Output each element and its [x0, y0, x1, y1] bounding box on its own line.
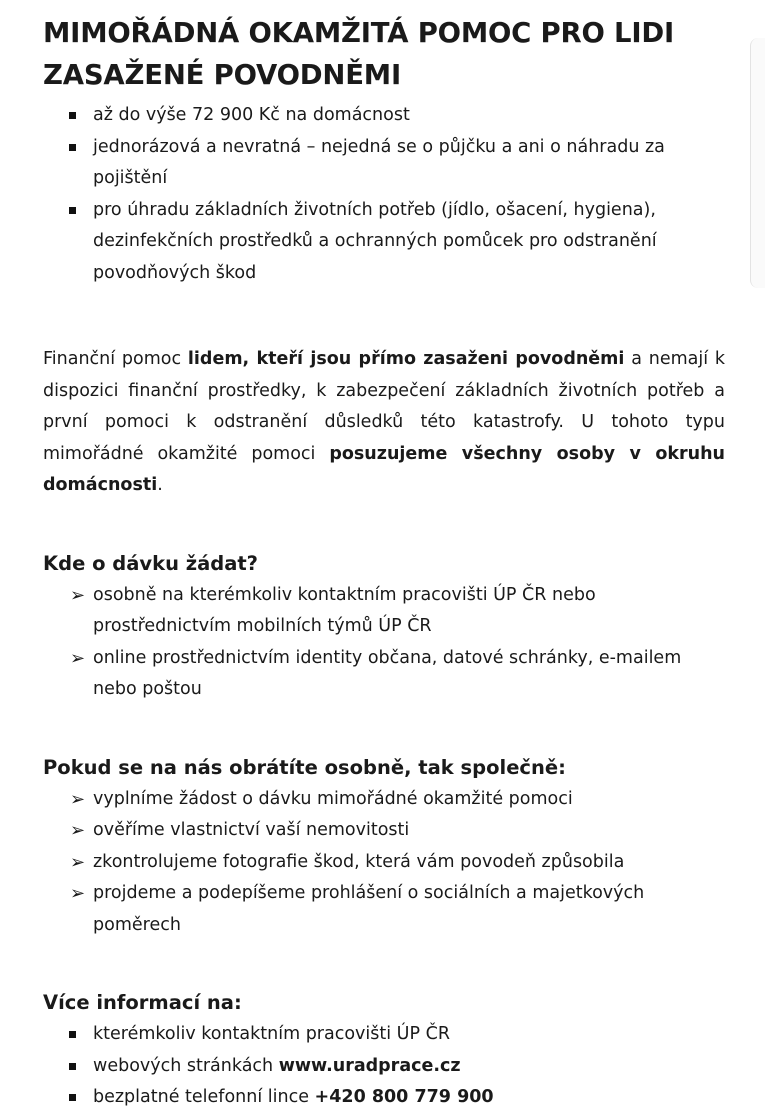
website-link[interactable]: www.uradprace.cz — [278, 1055, 461, 1076]
list-item: ➢ zkontrolujeme fotografie škod, která vám povodeň způsobila — [43, 847, 725, 879]
square-bullet-icon — [69, 1094, 76, 1101]
arrow-bullet-icon: ➢ — [70, 883, 86, 904]
list-item: až do výše 72 900 Kč na domácnost — [43, 100, 725, 132]
square-bullet-icon — [69, 144, 76, 151]
info-list — [43, 1019, 725, 1114]
scrollbar[interactable] — [750, 38, 765, 288]
list-item: kterémkoliv kontaktním pracovišti ÚP ČR — [43, 1019, 725, 1051]
arrow-bullet-icon: ➢ — [70, 820, 86, 841]
list-item: ➢ projdeme a podepíšeme prohlášení o sociálních a majetkových poměrech — [43, 878, 725, 941]
list-item: ➢ osobně na kterémkoliv kontaktním pracovišti ÚP ČR nebo prostřednictvím mobilních týmů ÚP ČR — [43, 580, 725, 643]
list-item: pro úhradu základních životních potřeb (jídlo, ošacení, hygiena), dezinfekčních prostředků a ochranných pomůcek pro odstranění povodňových škod — [43, 195, 725, 290]
list-item: ➢ online prostřednictvím identity občana, datové schránky, e-mailem nebo poštou — [43, 643, 725, 706]
info-heading: Více informací na: — [43, 991, 242, 1014]
list-item: ➢ vyplníme žádost o dávku mimořádné okamžité pomoci — [43, 784, 725, 816]
arrow-bullet-icon: ➢ — [70, 788, 86, 810]
square-bullet-icon — [69, 207, 76, 214]
intro-paragraph: Finanční pomoc lidem, kteří jsou přímo zasaženi povodněmi a nemají k dispozici finanční prostředky, k zabezpečení základních životních potřeb a první pomoci k odstranění důsledků této katastrofy. U tohoto typu mimořádné okamžité pomoci posuzujeme všechny osoby v okruhu domácnosti. — [43, 349, 726, 495]
page-title: MIMOŘÁDNÁ OKAMŽITÁ POMOC PRO LIDI ZASAŽENÉ POVODNĚMI — [43, 17, 675, 91]
document — [43, 12, 725, 1114]
phone-number[interactable]: +420 800 779 900 — [314, 1087, 494, 1107]
arrow-bullet-icon: ➢ — [70, 647, 86, 669]
list-item: bezplatné telefonní lince +420 800 779 900 — [43, 1082, 725, 1114]
together-heading: Pokud se na nás obrátíte osobně, tak společně: — [43, 755, 566, 779]
square-bullet-icon — [69, 1031, 76, 1038]
arrow-bullet-icon: ➢ — [70, 851, 86, 873]
arrow-bullet-icon: ➢ — [70, 584, 86, 606]
square-bullet-icon — [69, 1063, 76, 1070]
summary-list — [43, 100, 725, 289]
list-item: webových stránkách www.uradprace.cz — [43, 1051, 725, 1083]
together-list — [43, 784, 725, 942]
where-heading: Kde o dávku žádat? — [43, 551, 258, 575]
list-item: jednorázová a nevratná – nejedná se o půjčku a ani o náhradu za pojištění — [43, 132, 725, 195]
list-item: ➢ ověříme vlastnictví vaší nemovitosti — [43, 815, 725, 847]
square-bullet-icon — [69, 112, 76, 119]
where-list — [43, 580, 725, 706]
